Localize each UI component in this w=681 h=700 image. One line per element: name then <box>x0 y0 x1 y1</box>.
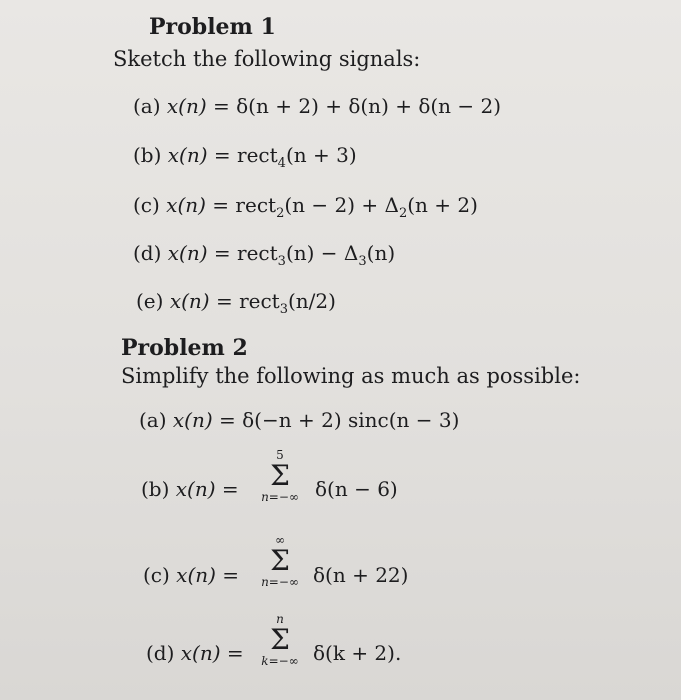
item-rhs: rect$_3$(n) − $\Delta_3(n)$ <box>237 241 396 269</box>
problem-1-instruction: Sketch the following signals: <box>113 47 421 71</box>
item-label: (a) <box>139 408 167 432</box>
item-lhs: x(n) <box>167 241 208 265</box>
sigma-symbol: Σ <box>270 623 290 656</box>
problem-1-item-c <box>133 193 478 221</box>
item-rhs: rect$_4$(n + 3) <box>237 143 357 171</box>
sigma-symbol: Σ <box>270 544 290 577</box>
item-eq: = <box>213 143 231 167</box>
item-eq: = <box>221 477 239 501</box>
problem-2-item-c-sum <box>250 533 310 589</box>
problem-2-item-a <box>139 408 459 432</box>
problem-1-item-a <box>133 94 501 118</box>
item-lhs: x(n) <box>166 94 207 118</box>
problem-2-instruction: Simplify the following as much as possible: <box>121 364 581 388</box>
sum-lower-limit: n=−∞ <box>261 490 299 504</box>
item-label: (b) <box>133 143 162 167</box>
sum-upper-limit: n <box>276 612 284 626</box>
sum-lower-limit: k=−∞ <box>261 654 299 668</box>
item-lhs: x(n) <box>167 143 208 167</box>
problem-1-item-e <box>136 289 336 317</box>
item-label: (e) <box>136 289 164 313</box>
item-lhs: x(n) <box>180 641 221 665</box>
item-rhs: δ(n + 2) + δ(n) + δ(n − 2) <box>236 94 502 118</box>
problem-2-item-d-lhs <box>146 641 244 665</box>
item-rhs: δ(−n + 2) sinc(n − 3) <box>242 408 460 432</box>
problem-2-item-d-term: δ(k + 2). <box>313 641 402 665</box>
item-label: (d) <box>133 241 162 265</box>
item-lhs: x(n) <box>166 193 206 217</box>
problem-1-item-d <box>133 241 396 269</box>
item-eq: = <box>213 94 230 118</box>
item-lhs: x(n) <box>169 289 210 313</box>
item-eq: = <box>222 563 240 587</box>
sum-lower-limit: n=−∞ <box>261 575 299 589</box>
problem-1-item-b <box>133 143 357 171</box>
item-lhs: x(n) <box>175 477 216 501</box>
sum-upper-limit: 5 <box>276 448 284 462</box>
problem-2-item-c-lhs <box>143 563 239 587</box>
problem-2-item-b-sum <box>250 448 310 504</box>
item-eq: = <box>219 408 236 432</box>
item-label: (a) <box>133 94 161 118</box>
item-label: (b) <box>141 477 170 501</box>
item-eq: = <box>215 289 233 313</box>
sum-upper-limit: ∞ <box>275 533 285 547</box>
problem-2-item-c-term: δ(n + 22) <box>313 563 409 587</box>
problem-2-item-b-term: δ(n − 6) <box>315 477 398 501</box>
item-rhs: rect$_3$(n/2) <box>239 289 336 317</box>
item-lhs: x(n) <box>176 563 216 587</box>
problem-2-title: Problem 2 <box>121 335 248 361</box>
item-label: (c) <box>143 563 170 587</box>
item-eq: = <box>226 641 244 665</box>
item-rhs: rect$_2$(n − $2) + \Delta_2(n + 2)$ <box>235 193 478 221</box>
item-eq: = <box>213 241 231 265</box>
problem-2-item-d-sum <box>250 612 310 668</box>
item-eq: = <box>212 193 230 217</box>
item-label: (d) <box>146 641 175 665</box>
item-label: (c) <box>133 193 160 217</box>
problem-1-title: Problem 1 <box>149 14 276 40</box>
sigma-symbol: Σ <box>270 459 290 492</box>
item-lhs: x(n) <box>172 408 213 432</box>
problem-2-item-b-lhs <box>141 477 239 501</box>
